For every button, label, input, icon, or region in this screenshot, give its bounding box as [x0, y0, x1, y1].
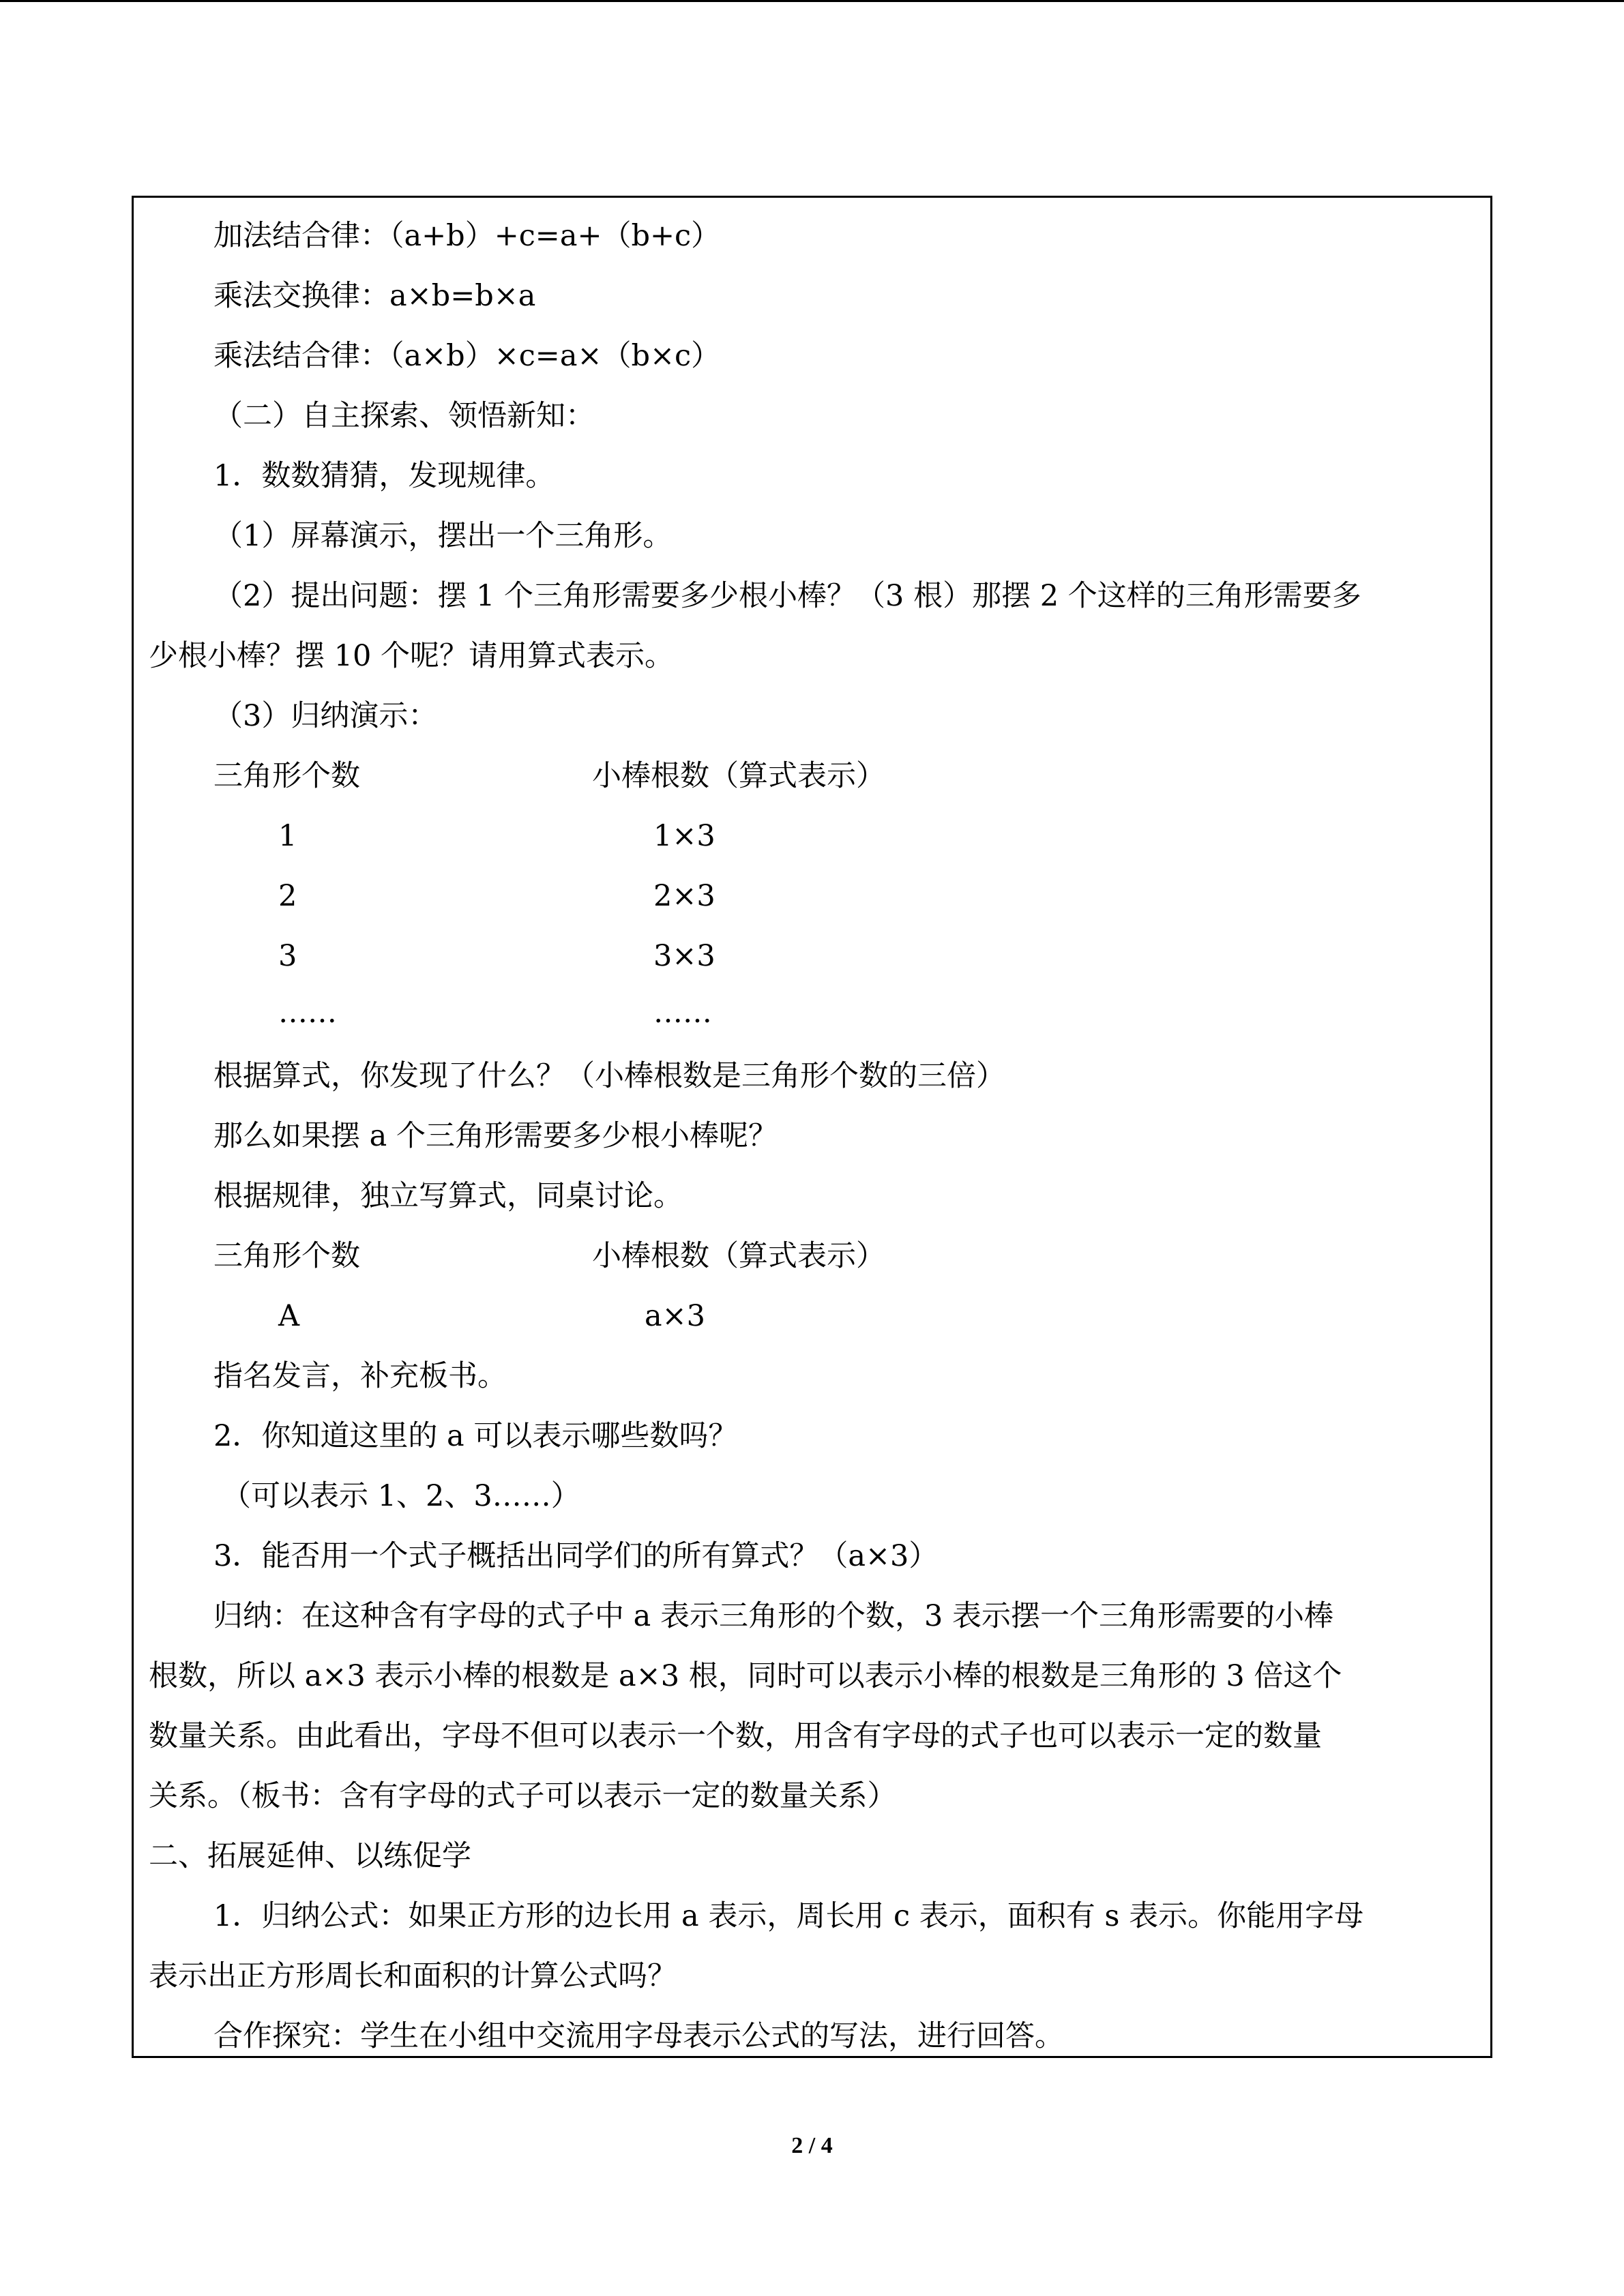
table1-row-left: 1 — [278, 819, 297, 853]
table2-row-left: A — [278, 1299, 300, 1333]
table1-row-left: 3 — [278, 939, 297, 973]
discovery-question: 根据算式，你发现了什么？（小棒根数是三角形个数的三倍） — [213, 1059, 1005, 1093]
a-triangles-question: 那么如果摆 a 个三角形需要多少根小棒呢？ — [213, 1119, 778, 1153]
table2-header-right: 小棒根数（算式表示） — [592, 1239, 885, 1273]
table1-row-right: 2×3 — [653, 879, 715, 913]
summary-text-cont-3: 关系。（板书：含有字母的式子可以表示一定的数量关系） — [149, 1779, 897, 1813]
step-1-text: （1）屏幕演示，摆出一个三角形。 — [213, 519, 673, 553]
item-2-question: 2．你知道这里的 a 可以表示哪些数吗？ — [213, 1419, 738, 1453]
write-formula-instruction: 根据规律，独立写算式，同桌讨论。 — [213, 1179, 683, 1213]
step-2-text-cont: 少根小棒？摆 10 个呢？请用算式表示。 — [149, 639, 675, 673]
addition-associative-law: 加法结合律：（a+b）+c=a+（b+c） — [213, 219, 721, 253]
table1-header-left: 三角形个数 — [213, 759, 360, 793]
summary-text-cont-1: 根数，所以 a×3 表示小棒的根数是 a×3 根，同时可以表示小棒的根数是三角形的 3 倍这个 — [149, 1659, 1342, 1693]
step-3-text: （3）归纳演示： — [213, 699, 438, 733]
table1-row-right: …… — [653, 996, 712, 1030]
table2-header-left: 三角形个数 — [213, 1239, 360, 1273]
item-1-heading: 1．数数猜猜，发现规律。 — [213, 459, 555, 493]
cooperative-inquiry: 合作探究：学生在小组中交流用字母表示公式的写法，进行回答。 — [213, 2019, 1064, 2053]
item-2-answer: （可以表示 1、2、3……） — [222, 1479, 580, 1513]
table1-row-right: 1×3 — [653, 819, 715, 853]
page-number: 2 / 4 — [791, 2133, 833, 2158]
item-3-question: 3．能否用一个式子概括出同学们的所有算式？（a×3） — [213, 1539, 939, 1573]
table1-header-right: 小棒根数（算式表示） — [592, 759, 885, 793]
page-top-border — [0, 0, 1624, 2]
speak-and-supplement: 指名发言，补充板书。 — [213, 1359, 507, 1393]
section-heading-extend: 二、拓展延伸、以练促学 — [149, 1839, 471, 1873]
table2-row-right: a×3 — [645, 1299, 706, 1333]
table1-row-left: 2 — [278, 879, 297, 913]
table1-row-left: …… — [278, 996, 337, 1030]
summary-text-cont-2: 数量关系。由此看出，字母不但可以表示一个数，用含有字母的式子也可以表示一定的数量 — [149, 1719, 1322, 1753]
multiplication-associative-law: 乘法结合律：（a×b）×c=a×（b×c） — [213, 339, 721, 373]
table1-row-right: 3×3 — [653, 939, 715, 973]
section-heading-explore: （二）自主探索、领悟新知： — [213, 399, 595, 433]
formula-question-cont: 表示出正方形周长和面积的计算公式吗？ — [149, 1959, 677, 1993]
summary-text: 归纳：在这种含有字母的式子中 a 表示三角形的个数，3 表示摆一个三角形需要的小棒 — [213, 1599, 1333, 1633]
multiplication-commutative-law: 乘法交换律：a×b=b×a — [213, 279, 536, 313]
formula-question: 1．归纳公式：如果正方形的边长用 a 表示，周长用 c 表示，面积有 s 表示。你能用字母 — [213, 1899, 1364, 1933]
step-2-text: （2）提出问题：摆 1 个三角形需要多少根小棒？（3 根）那摆 2 个这样的三角形需要多 — [213, 579, 1361, 613]
